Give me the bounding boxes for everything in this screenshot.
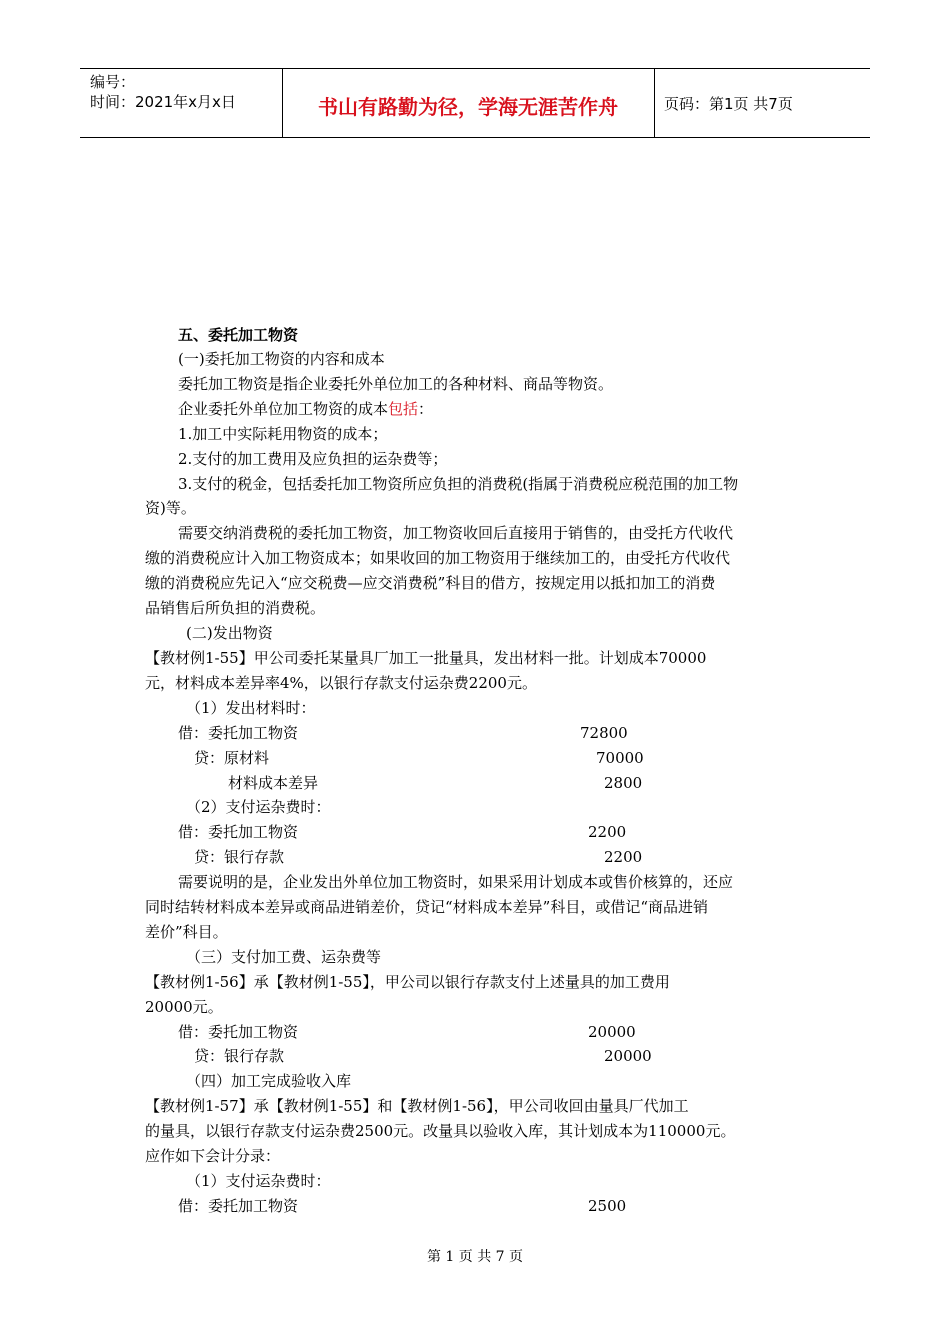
example-57-cont: 应作如下会计分录： xyxy=(145,1147,281,1165)
debit-amount: 72800 xyxy=(580,724,628,742)
entry-title: （2）支付运杂费时： xyxy=(186,798,331,816)
number-label: 编号： xyxy=(90,73,136,91)
text-span: ： xyxy=(418,400,434,418)
list-item: 2.支付的加工费用及应负担的运杂费等； xyxy=(178,450,448,468)
list-item: 3.支付的税金，包括委托加工物资所应负担的消费税(指属于消费税应税范围的加工物 xyxy=(178,475,739,493)
credit-amount: 2800 xyxy=(604,774,643,792)
credit-amount: 20000 xyxy=(604,1047,652,1065)
example-56-cont: 20000元。 xyxy=(145,998,223,1016)
credit-amount: 70000 xyxy=(596,749,644,767)
paragraph-cont: 缴的消费税应计入加工物资成本；如果收回的加工物资用于继续加工的，由受托方代收代 xyxy=(145,549,731,567)
subsection-2: (二)发出物资 xyxy=(186,624,273,642)
debit-amount: 20000 xyxy=(588,1023,636,1041)
page-label: 页码：第1页 共7页 xyxy=(664,95,793,113)
debit-amount: 2200 xyxy=(588,823,627,841)
list-item: 1.加工中实际耗用物资的成本； xyxy=(178,425,388,443)
section-title: 五、委托加工物资 xyxy=(178,326,299,344)
debit-line: 借：委托加工物资 xyxy=(178,1197,299,1215)
subsection-4: （四）加工完成验收入库 xyxy=(186,1072,352,1090)
header-middle-cell xyxy=(282,69,655,137)
example-55-cont: 元，材料成本差异率4%，以银行存款支付运杂费2200元。 xyxy=(145,674,537,692)
paragraph: 需要说明的是，企业发出外单位加工物资时，如果采用计划成本或售价核算的，还应 xyxy=(178,873,734,891)
debit-amount: 2500 xyxy=(588,1197,627,1215)
list-item-cont: 资)等。 xyxy=(145,499,196,517)
paragraph-cont: 缴的消费税应先记入“应交税费—应交消费税”科目的借方，按规定用以抵扣加工的消费 xyxy=(145,574,716,592)
credit-line: 材料成本差异 xyxy=(228,774,319,792)
header-right-cell xyxy=(654,69,870,137)
paragraph: 需要交纳消费税的委托加工物资，加工物资收回后直接用于销售的，由受托方代收代 xyxy=(178,524,734,542)
subsection-3: （三）支付加工费、运杂费等 xyxy=(186,948,382,966)
entry-title: （1）支付运杂费时： xyxy=(186,1172,331,1190)
paragraph xyxy=(178,399,433,419)
debit-line: 借：委托加工物资 xyxy=(178,724,299,742)
debit-line: 借：委托加工物资 xyxy=(178,1023,299,1041)
example-57: 【教材例1-57】承【教材例1-55】和【教材例1-56】，甲公司收回由量具厂代加工 xyxy=(145,1097,689,1115)
header-left-cell xyxy=(80,69,283,137)
paragraph: 委托加工物资是指企业委托外单位加工的各种材料、商品等物资。 xyxy=(178,375,614,393)
credit-line: 贷：银行存款 xyxy=(194,848,285,866)
credit-line: 贷：银行存款 xyxy=(194,1047,285,1065)
paragraph-cont: 品销售后所负担的消费税。 xyxy=(145,599,326,617)
example-57-cont: 的量具，以银行存款支付运杂费2500元。改量具以验收入库，其计划成本为110000元。 xyxy=(145,1122,736,1140)
subsection-1: (一)委托加工物资的内容和成本 xyxy=(178,350,385,368)
paragraph-cont: 同时结转材料成本差异或商品进销差价，贷记“材料成本差异”科目，或借记“商品进销 xyxy=(145,898,709,916)
example-56: 【教材例1-56】承【教材例1-55】，甲公司以银行存款支付上述量具的加工费用 xyxy=(145,973,670,991)
time-label: 时间：2021年x月x日 xyxy=(90,93,236,111)
credit-amount: 2200 xyxy=(604,848,643,866)
paragraph-cont: 差价”科目。 xyxy=(145,923,228,941)
page-header xyxy=(80,68,870,138)
page-footer: 第 1 页 共 7 页 xyxy=(426,1249,524,1265)
text-span: 企业委托外单位加工物资的成本 xyxy=(178,400,389,418)
example-55: 【教材例1-55】甲公司委托某量具厂加工一批量具，发出材料一批。计划成本70000 xyxy=(145,649,707,667)
motto: 书山有路勤为径，学海无涯苦作舟 xyxy=(318,95,618,119)
highlight-text: 包括 xyxy=(388,400,419,418)
credit-line: 贷：原材料 xyxy=(194,749,270,767)
debit-line: 借：委托加工物资 xyxy=(178,823,299,841)
entry-title: （1）发出材料时： xyxy=(186,699,316,717)
